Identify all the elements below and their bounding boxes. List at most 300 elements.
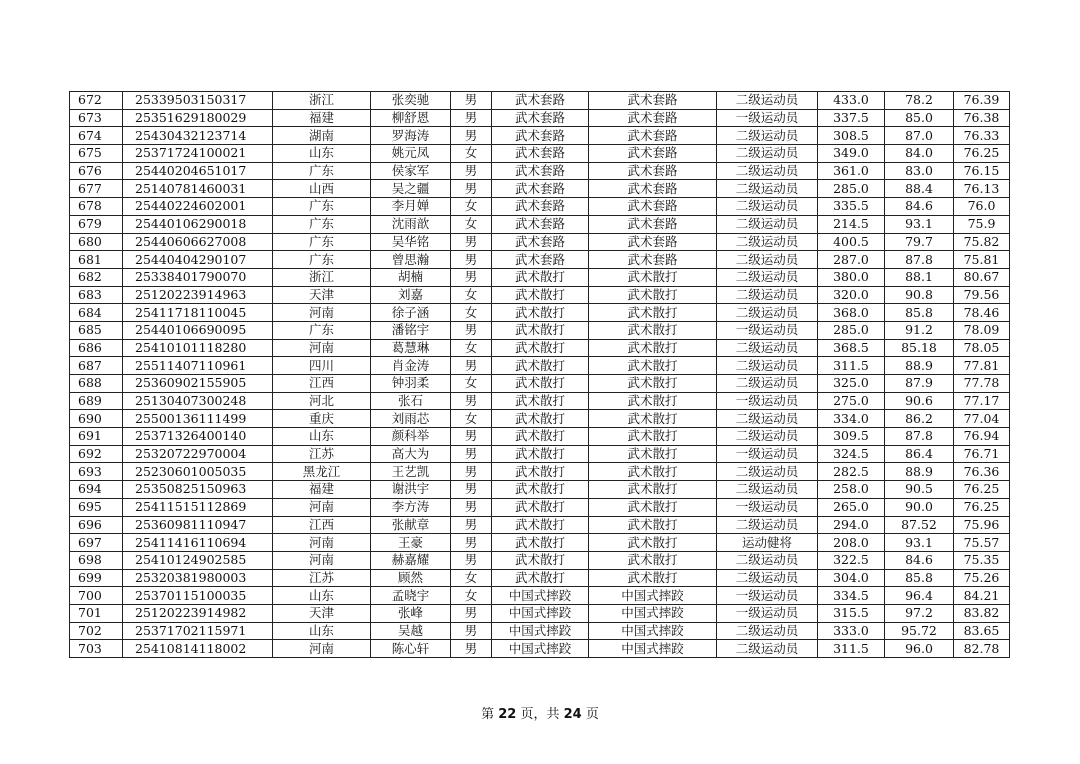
total-score-cell: 80.67 <box>954 268 1010 286</box>
row-number-cell: 673 <box>70 109 123 127</box>
sport-score-cell: 83.0 <box>885 162 954 180</box>
candidate-id-cell: 25370115100035 <box>123 587 273 605</box>
sport-score-cell: 79.7 <box>885 233 954 251</box>
name-cell: 王艺凯 <box>371 463 451 481</box>
exam-item-cell: 武术散打 <box>589 392 717 410</box>
sport-item-cell: 武术散打 <box>492 445 589 463</box>
culture-score-cell: 208.0 <box>818 534 885 552</box>
candidate-id-cell: 25440404290107 <box>123 251 273 269</box>
table-row <box>70 428 1010 446</box>
row-number-cell: 697 <box>70 534 123 552</box>
table-row <box>70 215 1010 233</box>
row-number-cell: 694 <box>70 481 123 499</box>
gender-cell: 男 <box>451 516 492 534</box>
culture-score-cell: 315.5 <box>818 604 885 622</box>
athlete-level-cell: 二级运动员 <box>717 233 818 251</box>
total-score-cell: 83.65 <box>954 622 1010 640</box>
row-number-cell: 678 <box>70 198 123 216</box>
province-cell: 广东 <box>273 233 371 251</box>
exam-item-cell: 武术散打 <box>589 551 717 569</box>
candidate-id-cell: 25320381980003 <box>123 569 273 587</box>
total-score-cell: 84.21 <box>954 587 1010 605</box>
exam-item-cell: 中国式摔跤 <box>589 587 717 605</box>
candidate-id-cell: 25351629180029 <box>123 109 273 127</box>
candidate-id-cell: 25339503150317 <box>123 92 273 110</box>
candidate-id-cell: 25500136111499 <box>123 410 273 428</box>
name-cell: 刘雨芯 <box>371 410 451 428</box>
sport-item-cell: 武术散打 <box>492 304 589 322</box>
candidate-id-cell: 25371724100021 <box>123 145 273 163</box>
sport-score-cell: 85.18 <box>885 339 954 357</box>
exam-item-cell: 中国式摔跤 <box>589 640 717 658</box>
candidate-id-cell: 25371326400140 <box>123 428 273 446</box>
name-cell: 肖金涛 <box>371 357 451 375</box>
province-cell: 江西 <box>273 516 371 534</box>
footer-middle: 页，共 <box>520 707 560 722</box>
athlete-level-cell: 一级运动员 <box>717 498 818 516</box>
name-cell: 顾然 <box>371 569 451 587</box>
sport-item-cell: 武术套路 <box>492 180 589 198</box>
province-cell: 浙江 <box>273 268 371 286</box>
sport-item-cell: 武术套路 <box>492 145 589 163</box>
candidate-id-cell: 25360902155905 <box>123 375 273 393</box>
sport-item-cell: 武术散打 <box>492 339 589 357</box>
sport-score-cell: 96.0 <box>885 640 954 658</box>
exam-item-cell: 武术套路 <box>589 109 717 127</box>
culture-score-cell: 368.5 <box>818 339 885 357</box>
candidate-id-cell: 25140781460031 <box>123 180 273 198</box>
table-row <box>70 375 1010 393</box>
row-number-cell: 685 <box>70 321 123 339</box>
sport-item-cell: 武术散打 <box>492 551 589 569</box>
gender-cell: 女 <box>451 569 492 587</box>
culture-score-cell: 349.0 <box>818 145 885 163</box>
culture-score-cell: 433.0 <box>818 92 885 110</box>
exam-item-cell: 武术散打 <box>589 304 717 322</box>
culture-score-cell: 368.0 <box>818 304 885 322</box>
exam-item-cell: 武术散打 <box>589 569 717 587</box>
culture-score-cell: 265.0 <box>818 498 885 516</box>
row-number-cell: 681 <box>70 251 123 269</box>
athlete-level-cell: 二级运动员 <box>717 145 818 163</box>
name-cell: 柳舒恩 <box>371 109 451 127</box>
province-cell: 山东 <box>273 145 371 163</box>
candidate-id-cell: 25410124902585 <box>123 551 273 569</box>
gender-cell: 男 <box>451 180 492 198</box>
sport-score-cell: 84.6 <box>885 198 954 216</box>
sport-item-cell: 武术套路 <box>492 215 589 233</box>
athlete-level-cell: 二级运动员 <box>717 92 818 110</box>
gender-cell: 男 <box>451 162 492 180</box>
culture-score-cell: 325.0 <box>818 375 885 393</box>
total-score-cell: 76.25 <box>954 498 1010 516</box>
sport-score-cell: 90.8 <box>885 286 954 304</box>
sport-score-cell: 85.8 <box>885 569 954 587</box>
name-cell: 侯家军 <box>371 162 451 180</box>
table-row <box>70 268 1010 286</box>
sport-score-cell: 86.2 <box>885 410 954 428</box>
province-cell: 江西 <box>273 375 371 393</box>
culture-score-cell: 311.5 <box>818 357 885 375</box>
row-number-cell: 692 <box>70 445 123 463</box>
sport-item-cell: 武术散打 <box>492 481 589 499</box>
gender-cell: 女 <box>451 286 492 304</box>
exam-item-cell: 武术散打 <box>589 516 717 534</box>
exam-item-cell: 武术散打 <box>589 339 717 357</box>
total-score-cell: 77.17 <box>954 392 1010 410</box>
gender-cell: 男 <box>451 357 492 375</box>
culture-score-cell: 308.5 <box>818 127 885 145</box>
total-score-cell: 75.35 <box>954 551 1010 569</box>
gender-cell: 男 <box>451 392 492 410</box>
candidate-id-cell: 25320722970004 <box>123 445 273 463</box>
sport-item-cell: 中国式摔跤 <box>492 587 589 605</box>
athlete-level-cell: 一级运动员 <box>717 445 818 463</box>
gender-cell: 男 <box>451 551 492 569</box>
athlete-level-cell: 二级运动员 <box>717 516 818 534</box>
exam-item-cell: 中国式摔跤 <box>589 604 717 622</box>
name-cell: 王豪 <box>371 534 451 552</box>
total-score-cell: 75.57 <box>954 534 1010 552</box>
name-cell: 张峰 <box>371 604 451 622</box>
province-cell: 广东 <box>273 321 371 339</box>
sport-item-cell: 中国式摔跤 <box>492 604 589 622</box>
total-score-cell: 76.25 <box>954 481 1010 499</box>
candidate-id-cell: 25120223914982 <box>123 604 273 622</box>
candidate-id-cell: 25371702115971 <box>123 622 273 640</box>
culture-score-cell: 337.5 <box>818 109 885 127</box>
exam-item-cell: 武术散打 <box>589 375 717 393</box>
table-row <box>70 321 1010 339</box>
culture-score-cell: 311.5 <box>818 640 885 658</box>
athlete-level-cell: 二级运动员 <box>717 622 818 640</box>
athlete-level-cell: 一级运动员 <box>717 604 818 622</box>
name-cell: 陈心轩 <box>371 640 451 658</box>
athlete-level-cell: 二级运动员 <box>717 268 818 286</box>
name-cell: 李方涛 <box>371 498 451 516</box>
gender-cell: 男 <box>451 92 492 110</box>
name-cell: 高大为 <box>371 445 451 463</box>
candidate-id-cell: 25411718110045 <box>123 304 273 322</box>
row-number-cell: 689 <box>70 392 123 410</box>
sport-item-cell: 中国式摔跤 <box>492 640 589 658</box>
athlete-level-cell: 运动健将 <box>717 534 818 552</box>
gender-cell: 女 <box>451 198 492 216</box>
sport-item-cell: 武术散打 <box>492 498 589 516</box>
athlete-level-cell: 二级运动员 <box>717 286 818 304</box>
sport-score-cell: 88.9 <box>885 357 954 375</box>
row-number-cell: 675 <box>70 145 123 163</box>
athlete-level-cell: 二级运动员 <box>717 215 818 233</box>
row-number-cell: 695 <box>70 498 123 516</box>
total-score-cell: 77.04 <box>954 410 1010 428</box>
sport-item-cell: 武术散打 <box>492 463 589 481</box>
sport-item-cell: 武术套路 <box>492 233 589 251</box>
row-number-cell: 674 <box>70 127 123 145</box>
sport-item-cell: 武术散打 <box>492 392 589 410</box>
sport-item-cell: 武术散打 <box>492 534 589 552</box>
row-number-cell: 700 <box>70 587 123 605</box>
province-cell: 山东 <box>273 428 371 446</box>
exam-item-cell: 武术散打 <box>589 481 717 499</box>
total-score-cell: 78.46 <box>954 304 1010 322</box>
candidate-id-cell: 25120223914963 <box>123 286 273 304</box>
culture-score-cell: 285.0 <box>818 321 885 339</box>
table-row <box>70 445 1010 463</box>
sport-item-cell: 武术散打 <box>492 357 589 375</box>
row-number-cell: 698 <box>70 551 123 569</box>
gender-cell: 女 <box>451 339 492 357</box>
culture-score-cell: 285.0 <box>818 180 885 198</box>
sport-item-cell: 武术散打 <box>492 321 589 339</box>
exam-item-cell: 武术散打 <box>589 498 717 516</box>
sport-item-cell: 武术套路 <box>492 198 589 216</box>
sport-item-cell: 武术散打 <box>492 268 589 286</box>
table-row <box>70 339 1010 357</box>
table-row <box>70 162 1010 180</box>
name-cell: 李月婵 <box>371 198 451 216</box>
total-pages-number: 24 <box>563 707 582 722</box>
gender-cell: 男 <box>451 109 492 127</box>
province-cell: 山东 <box>273 622 371 640</box>
gender-cell: 男 <box>451 321 492 339</box>
exam-item-cell: 武术散打 <box>589 428 717 446</box>
name-cell: 吴越 <box>371 622 451 640</box>
table-row <box>70 481 1010 499</box>
table-row <box>70 463 1010 481</box>
name-cell: 潘铭宇 <box>371 321 451 339</box>
athlete-level-cell: 二级运动员 <box>717 198 818 216</box>
candidate-id-cell: 25440106690095 <box>123 321 273 339</box>
table-row <box>70 180 1010 198</box>
row-number-cell: 676 <box>70 162 123 180</box>
candidate-id-cell: 25440224602001 <box>123 198 273 216</box>
name-cell: 孟晓宇 <box>371 587 451 605</box>
exam-item-cell: 武术散打 <box>589 268 717 286</box>
sport-score-cell: 84.0 <box>885 145 954 163</box>
province-cell: 山西 <box>273 180 371 198</box>
province-cell: 福建 <box>273 109 371 127</box>
table-row <box>70 233 1010 251</box>
name-cell: 胡楠 <box>371 268 451 286</box>
total-score-cell: 76.33 <box>954 127 1010 145</box>
total-score-cell: 76.13 <box>954 180 1010 198</box>
total-score-cell: 76.15 <box>954 162 1010 180</box>
athlete-level-cell: 二级运动员 <box>717 640 818 658</box>
total-score-cell: 76.25 <box>954 145 1010 163</box>
athlete-level-cell: 二级运动员 <box>717 569 818 587</box>
row-number-cell: 699 <box>70 569 123 587</box>
row-number-cell: 684 <box>70 304 123 322</box>
table-row <box>70 251 1010 269</box>
sport-score-cell: 84.6 <box>885 551 954 569</box>
gender-cell: 男 <box>451 428 492 446</box>
table-row <box>70 604 1010 622</box>
candidate-id-cell: 25410101118280 <box>123 339 273 357</box>
table-row <box>70 622 1010 640</box>
table-row <box>70 304 1010 322</box>
province-cell: 黑龙江 <box>273 463 371 481</box>
name-cell: 曾思瀚 <box>371 251 451 269</box>
sport-item-cell: 武术套路 <box>492 127 589 145</box>
culture-score-cell: 335.5 <box>818 198 885 216</box>
current-page-number: 22 <box>498 707 517 722</box>
sport-item-cell: 武术散打 <box>492 569 589 587</box>
gender-cell: 女 <box>451 375 492 393</box>
province-cell: 湖南 <box>273 127 371 145</box>
exam-item-cell: 武术散打 <box>589 534 717 552</box>
culture-score-cell: 287.0 <box>818 251 885 269</box>
athlete-level-cell: 二级运动员 <box>717 251 818 269</box>
exam-item-cell: 武术套路 <box>589 180 717 198</box>
sport-item-cell: 武术散打 <box>492 516 589 534</box>
total-score-cell: 78.05 <box>954 339 1010 357</box>
exam-item-cell: 武术套路 <box>589 127 717 145</box>
athlete-level-cell: 二级运动员 <box>717 375 818 393</box>
total-score-cell: 75.26 <box>954 569 1010 587</box>
gender-cell: 男 <box>451 481 492 499</box>
athlete-level-cell: 二级运动员 <box>717 481 818 499</box>
candidate-id-cell: 25440204651017 <box>123 162 273 180</box>
sport-item-cell: 武术套路 <box>492 162 589 180</box>
sport-score-cell: 87.0 <box>885 127 954 145</box>
candidate-id-cell: 25411416110694 <box>123 534 273 552</box>
footer-suffix: 页 <box>585 707 599 722</box>
name-cell: 谢洪宇 <box>371 481 451 499</box>
sport-item-cell: 武术散打 <box>492 286 589 304</box>
sport-score-cell: 87.52 <box>885 516 954 534</box>
candidate-id-cell: 25440606627008 <box>123 233 273 251</box>
sport-score-cell: 85.0 <box>885 109 954 127</box>
gender-cell: 男 <box>451 604 492 622</box>
culture-score-cell: 294.0 <box>818 516 885 534</box>
gender-cell: 女 <box>451 587 492 605</box>
gender-cell: 男 <box>451 622 492 640</box>
gender-cell: 女 <box>451 145 492 163</box>
gender-cell: 男 <box>451 640 492 658</box>
sport-score-cell: 97.2 <box>885 604 954 622</box>
gender-cell: 男 <box>451 127 492 145</box>
total-score-cell: 76.94 <box>954 428 1010 446</box>
province-cell: 河南 <box>273 534 371 552</box>
row-number-cell: 702 <box>70 622 123 640</box>
row-number-cell: 701 <box>70 604 123 622</box>
gender-cell: 男 <box>451 463 492 481</box>
province-cell: 河南 <box>273 339 371 357</box>
total-score-cell: 78.09 <box>954 321 1010 339</box>
athlete-level-cell: 二级运动员 <box>717 551 818 569</box>
athlete-level-cell: 二级运动员 <box>717 127 818 145</box>
sport-score-cell: 87.9 <box>885 375 954 393</box>
name-cell: 张奕驰 <box>371 92 451 110</box>
exam-item-cell: 武术套路 <box>589 251 717 269</box>
table-row <box>70 145 1010 163</box>
name-cell: 刘嘉 <box>371 286 451 304</box>
province-cell: 河北 <box>273 392 371 410</box>
athlete-level-cell: 一级运动员 <box>717 109 818 127</box>
province-cell: 广东 <box>273 162 371 180</box>
row-number-cell: 691 <box>70 428 123 446</box>
total-score-cell: 75.82 <box>954 233 1010 251</box>
culture-score-cell: 380.0 <box>818 268 885 286</box>
candidate-id-cell: 25360981110947 <box>123 516 273 534</box>
row-number-cell: 690 <box>70 410 123 428</box>
table-row <box>70 498 1010 516</box>
culture-score-cell: 334.5 <box>818 587 885 605</box>
gender-cell: 女 <box>451 304 492 322</box>
total-score-cell: 76.38 <box>954 109 1010 127</box>
sport-score-cell: 85.8 <box>885 304 954 322</box>
athlete-level-cell: 二级运动员 <box>717 428 818 446</box>
province-cell: 广东 <box>273 251 371 269</box>
sport-item-cell: 武术套路 <box>492 109 589 127</box>
province-cell: 江苏 <box>273 445 371 463</box>
province-cell: 山东 <box>273 587 371 605</box>
province-cell: 河南 <box>273 304 371 322</box>
total-score-cell: 76.71 <box>954 445 1010 463</box>
table-row <box>70 286 1010 304</box>
name-cell: 沈雨歆 <box>371 215 451 233</box>
table-row <box>70 109 1010 127</box>
total-score-cell: 75.96 <box>954 516 1010 534</box>
sport-score-cell: 88.9 <box>885 463 954 481</box>
province-cell: 天津 <box>273 286 371 304</box>
name-cell: 吴之疆 <box>371 180 451 198</box>
sport-score-cell: 86.4 <box>885 445 954 463</box>
sport-score-cell: 91.2 <box>885 321 954 339</box>
gender-cell: 女 <box>451 215 492 233</box>
candidate-id-cell: 25410814118002 <box>123 640 273 658</box>
province-cell: 四川 <box>273 357 371 375</box>
province-cell: 广东 <box>273 215 371 233</box>
sport-score-cell: 96.4 <box>885 587 954 605</box>
total-score-cell: 83.82 <box>954 604 1010 622</box>
province-cell: 天津 <box>273 604 371 622</box>
culture-score-cell: 275.0 <box>818 392 885 410</box>
gender-cell: 女 <box>451 410 492 428</box>
row-number-cell: 680 <box>70 233 123 251</box>
province-cell: 河南 <box>273 551 371 569</box>
row-number-cell: 696 <box>70 516 123 534</box>
sport-score-cell: 93.1 <box>885 215 954 233</box>
total-score-cell: 77.78 <box>954 375 1010 393</box>
athlete-level-cell: 二级运动员 <box>717 463 818 481</box>
candidate-id-cell: 25440106290018 <box>123 215 273 233</box>
sport-score-cell: 87.8 <box>885 428 954 446</box>
total-score-cell: 76.39 <box>954 92 1010 110</box>
name-cell: 葛慧琳 <box>371 339 451 357</box>
row-number-cell: 693 <box>70 463 123 481</box>
table-row <box>70 587 1010 605</box>
gender-cell: 男 <box>451 534 492 552</box>
province-cell: 江苏 <box>273 569 371 587</box>
candidate-id-cell: 25230601005035 <box>123 463 273 481</box>
table-row <box>70 357 1010 375</box>
exam-item-cell: 武术散打 <box>589 410 717 428</box>
exam-item-cell: 武术套路 <box>589 215 717 233</box>
culture-score-cell: 400.5 <box>818 233 885 251</box>
name-cell: 吴华铭 <box>371 233 451 251</box>
athlete-level-cell: 一级运动员 <box>717 587 818 605</box>
exam-item-cell: 武术套路 <box>589 145 717 163</box>
table-row <box>70 569 1010 587</box>
candidate-id-cell: 25511407110961 <box>123 357 273 375</box>
name-cell: 张石 <box>371 392 451 410</box>
exam-item-cell: 中国式摔跤 <box>589 622 717 640</box>
table-row <box>70 534 1010 552</box>
name-cell: 颜科举 <box>371 428 451 446</box>
table-body <box>70 92 1010 658</box>
